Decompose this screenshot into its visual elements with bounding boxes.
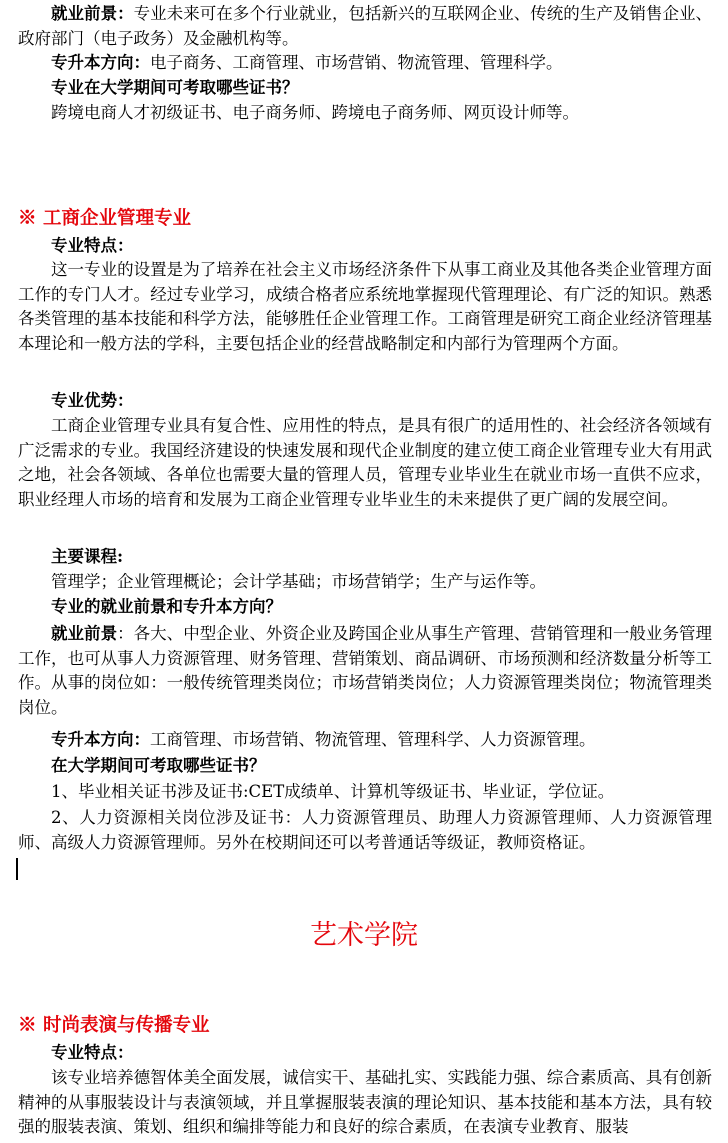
business-courses-heading-text: 主要课程:: [51, 547, 124, 566]
business-prospect-heading-text: 专业的就业前景和专升本方向？: [51, 597, 282, 616]
business-employment-text: ：各大、中型企业、外资企业及跨国企业从事生产管理、营销管理和一般业务管理工作，也可从事人力资源管理、财务管理、营销策划、商品调研、市场预测和经济数量分析等工作。从事的岗位如：一般传统管理类岗位；市场营销类岗位；人力资源管理类岗位；物流管理类岗位。: [18, 624, 713, 717]
business-cert-heading: [18, 754, 712, 779]
ecommerce-upgrade-paragraph: [18, 51, 712, 76]
text-cursor: [16, 858, 18, 880]
business-features-text: 这一专业的设置是为了培养在社会主义市场经济条件下从事工商业及其他各类企业管理方面工作的专门人才。经过专业学习，成绩合格者应系统地掌握现代管理理论、有广泛的知识。熟悉各类管理的基本技能和科学方法，能够胜任企业管理工作。工商管理是研究工商企业经济管理基本理论和一般方法的学科，主要包括企业的经营战略制定和内部行为管理两个方面。: [18, 260, 712, 353]
ecommerce-employment-label: 就业前景：: [51, 4, 134, 23]
business-features-heading-text: 专业特点：: [51, 236, 134, 255]
business-prospect-heading: [18, 595, 712, 620]
business-cert-item-2: 2、人力资源相关岗位涉及证书：人力资源管理员、助理人力资源管理师、人力资源管理师、高级人力资源管理师。另外在校期间还可以考普通话等级证，教师资格证。: [18, 808, 712, 852]
fashion-features-text: 该专业培养德智体美全面发展，诚信实干、基础扎实、实践能力强、综合素质高、具有创新精神的从事服装设计与表演领域，并且掌握服装表演的理论知识、基本技能和基本方法，具有较强的服装表演、策划、组织和编排等能力和良好的综合素质，在表演专业教育、服装: [18, 1068, 712, 1136]
ecommerce-cert-text: 跨境电商人才初级证书、电子商务师、跨境电子商务师、网页设计师等。: [51, 103, 579, 122]
fashion-features-heading: [18, 1041, 712, 1066]
business-advantages-heading: [18, 389, 712, 414]
business-upgrade-paragraph: [18, 728, 712, 753]
ecommerce-upgrade-text: 电子商务、工商管理、市场营销、物流管理、管理科学。: [150, 53, 563, 72]
business-employment-label: 就业前景: [51, 624, 118, 643]
fashion-section-title: ※ 时尚表演与传播专业: [18, 1015, 210, 1036]
business-cert-item-1: 1、毕业相关证书涉及证书:CET成绩单、计算机等级证书、毕业证，学位证。: [51, 782, 615, 801]
college-title: 艺术学院: [310, 920, 418, 951]
business-upgrade-text: 工商管理、市场营销、物流管理、管理科学、人力资源管理。: [150, 730, 596, 749]
ecommerce-cert-heading: [18, 76, 712, 101]
business-advantages-text: 工商企业管理专业具有复合性、应用性的特点，是具有很广的适用性的、社会经济各领域有广泛需求的专业。我国经济建设的快速发展和现代企业制度的建立使工商企业管理专业大有用武之地，社会各领域、各单位也需要大量的管理人员，管理专业毕业生在就业市场一直供不应求，职业经理人市场的培育和发展为工商企业管理专业毕业生的未来提供了更广阔的发展空间。: [18, 416, 712, 509]
business-section-title: ※ 工商企业管理专业: [18, 208, 191, 229]
business-cert-heading-text: 在大学期间可考取哪些证书？: [51, 756, 266, 775]
ecommerce-cert-heading-text: 专业在大学期间可考取哪些证书？: [51, 78, 299, 97]
ecommerce-employment-paragraph: [18, 2, 712, 51]
fashion-features-heading-text: 专业特点：: [51, 1043, 134, 1062]
business-advantages-heading-text: 专业优势：: [51, 391, 134, 410]
business-courses-heading: [18, 545, 712, 570]
ecommerce-upgrade-label: 专升本方向：: [51, 53, 150, 72]
business-employment-paragraph: [18, 622, 712, 720]
ecommerce-employment-text: 专业未来可在多个行业就业，包括新兴的互联网企业、传统的生产及销售企业、政府部门（电子政务）及金融机构等。: [18, 4, 713, 48]
business-features-heading: [18, 234, 712, 259]
business-courses-text: 管理学；企业管理概论；会计学基础；市场营销学；生产与运作等。: [51, 572, 546, 591]
business-upgrade-label: 专升本方向：: [51, 730, 150, 749]
